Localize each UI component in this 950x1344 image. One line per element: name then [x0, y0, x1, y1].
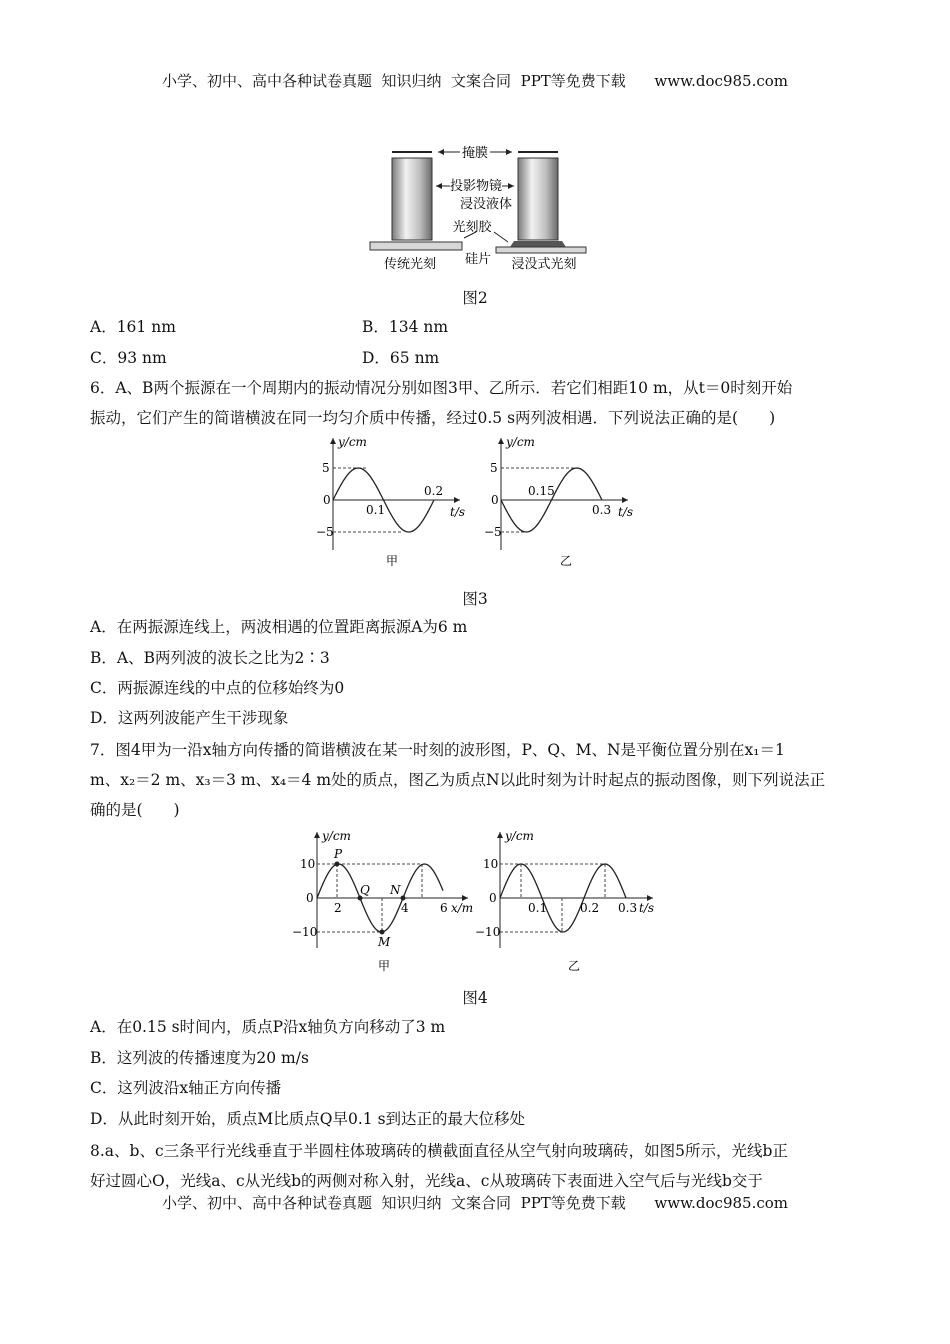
q6-option-c: C．两振源连线的中点的位移始终为0: [90, 679, 345, 697]
figure-4-wave-graphs: [290, 826, 660, 976]
q5-option-d: D．65 nm: [362, 349, 440, 367]
q6-option-a: A．在两振源连线上，两波相遇的位置距离振源A为6 m: [90, 618, 468, 636]
page-header: [0, 70, 950, 91]
arrow-head: [508, 183, 514, 189]
graph-jia-wave: [292, 829, 473, 973]
xtick: 2: [334, 901, 342, 915]
q8-stem-line-1: 8.a、b、c三条平行光线垂直于半圆柱体玻璃砖的横截面直径从空气射向玻璃砖，如图5所示，光线b正: [90, 1142, 788, 1160]
ytick: 0: [323, 493, 331, 507]
label-n: N: [390, 883, 401, 897]
q5-option-c: C．93 nm: [90, 349, 167, 367]
x-axis-arrow: [454, 497, 460, 503]
graph-yi-vibration: [475, 829, 654, 973]
label-mask: 掩膜: [461, 146, 489, 161]
page-footer: [0, 1192, 950, 1213]
ytick: 0: [491, 493, 499, 507]
footer-text: 小学、初中、高中各种试卷真题 知识归纳 文案合同 PPT等免费下载: [161, 1194, 626, 1212]
xtick: 0.3: [592, 503, 612, 517]
label-resist: 光刻胶: [452, 220, 492, 235]
q7-stem-line-2: m、x₂＝2 m、x₃＝3 m、x₄＝4 m处的质点，图乙为质点N以此时刻为计时起点的振动图像，则下列说法正: [90, 771, 826, 789]
xtick: 0.15: [528, 484, 555, 498]
q7-option-b: B．这列波的传播速度为20 m/s: [90, 1049, 309, 1067]
header-url[interactable]: www.doc985.com: [654, 72, 788, 90]
arrow-head: [506, 149, 512, 155]
q7-option-a: A．在0.15 s时间内，质点P沿x轴负方向移动了3 m: [90, 1018, 446, 1036]
q6-stem-line-1: 6．A、B两个振源在一个周期内的振动情况分别如图3甲、乙所示．若它们相距10 m，从t＝0时刻开始: [90, 379, 793, 397]
ytick: −10: [292, 925, 318, 939]
arrow: [494, 232, 508, 242]
q5-option-a: A．161 nm: [90, 318, 176, 336]
label-lens: 投影物镜: [449, 179, 503, 194]
ytick: 0: [306, 891, 314, 905]
right-wafer: [496, 247, 586, 253]
ytick: 5: [490, 461, 498, 475]
graph-jia: [316, 435, 465, 568]
ytick: 0: [489, 891, 497, 905]
label-q: Q: [360, 883, 370, 897]
q6-option-b: B．A、B两列波的波长之比为2∶3: [90, 649, 330, 667]
xtick: 0.3: [618, 901, 638, 915]
q7-option-d: D．从此时刻开始，质点M比质点Q早0.1 s到达正的最大位移处: [90, 1110, 526, 1128]
ytick: −10: [475, 925, 501, 939]
xlabel: x/m: [451, 901, 474, 915]
ytick: −5: [316, 525, 334, 539]
figure-2-caption: 图2: [462, 289, 488, 307]
y-axis-arrow: [498, 438, 504, 444]
figure-2-lithography: [360, 138, 600, 278]
q7-stem-line-3: 确的是( ): [90, 801, 180, 819]
label-liquid: 浸没液体: [459, 197, 513, 212]
xlabel: t/s: [618, 505, 634, 519]
ylabel: y/cm: [506, 435, 535, 449]
ylabel: y/cm: [338, 435, 367, 449]
graph-label: 甲: [378, 959, 391, 973]
figure-3-caption: 图3: [462, 590, 488, 608]
xtick: 6: [440, 901, 448, 915]
q5-option-b: B．134 nm: [362, 318, 449, 336]
left-wafer: [370, 242, 462, 250]
footer-url[interactable]: www.doc985.com: [654, 1194, 788, 1212]
arrow-head: [436, 183, 442, 189]
figure-4-caption: 图4: [462, 989, 488, 1007]
q7-stem-line-1: 7．图4甲为一沿x轴方向传播的简谐横波在某一时刻的波形图，P、Q、M、N是平衡位置分别在x₁＝1: [90, 741, 785, 759]
label-immersion: 浸没式光刻: [511, 257, 577, 272]
ytick: 5: [322, 461, 330, 475]
label-traditional: 传统光刻: [383, 257, 437, 272]
graph-yi: [484, 435, 633, 568]
xtick: 0.2: [580, 901, 600, 915]
point-m: [380, 930, 385, 935]
graph-label: 乙: [560, 554, 573, 568]
left-lens: [392, 158, 432, 240]
immersion-liquid: [510, 241, 566, 247]
ytick: 10: [483, 857, 499, 871]
xlabel: t/s: [639, 901, 655, 915]
q6-stem-line-2: 振动，它们产生的简谐横波在同一均匀介质中传播，经过0.5 s两列波相遇．下列说法正确的是( ): [90, 409, 776, 427]
figure-3-vibration-graphs: [300, 432, 650, 572]
xtick: 0.1: [528, 901, 548, 915]
graph-label: 乙: [568, 959, 581, 973]
point-n: [401, 896, 406, 901]
ylabel: y/cm: [505, 829, 534, 843]
ytick: −5: [484, 525, 502, 539]
ytick: 10: [300, 857, 316, 871]
graph-label: 甲: [386, 554, 399, 568]
xtick: 0.1: [366, 503, 386, 517]
y-axis-arrow: [497, 832, 503, 838]
xlabel: t/s: [450, 505, 466, 519]
q6-option-d: D．这两列波能产生干涉现象: [90, 709, 289, 727]
xtick: 4: [401, 901, 409, 915]
label-p: P: [334, 847, 343, 861]
y-axis-arrow: [314, 832, 320, 838]
label-wafer: 硅片: [464, 252, 492, 267]
y-axis-arrow: [330, 438, 336, 444]
header-text: 小学、初中、高中各种试卷真题 知识归纳 文案合同 PPT等免费下载: [161, 72, 626, 90]
xtick: 0.2: [424, 484, 444, 498]
right-lens: [518, 158, 558, 240]
arrow-head: [438, 149, 444, 155]
point-p: [335, 862, 340, 867]
label-m: M: [378, 935, 391, 949]
x-axis-arrow: [622, 497, 628, 503]
q8-stem-line-2: 好过圆心O，光线a、c从光线b的两侧对称入射，光线a、c从玻璃砖下表面进入空气后与光线b交于: [90, 1172, 763, 1190]
q7-option-c: C．这列波沿x轴正方向传播: [90, 1079, 282, 1097]
ylabel: y/cm: [322, 829, 351, 843]
